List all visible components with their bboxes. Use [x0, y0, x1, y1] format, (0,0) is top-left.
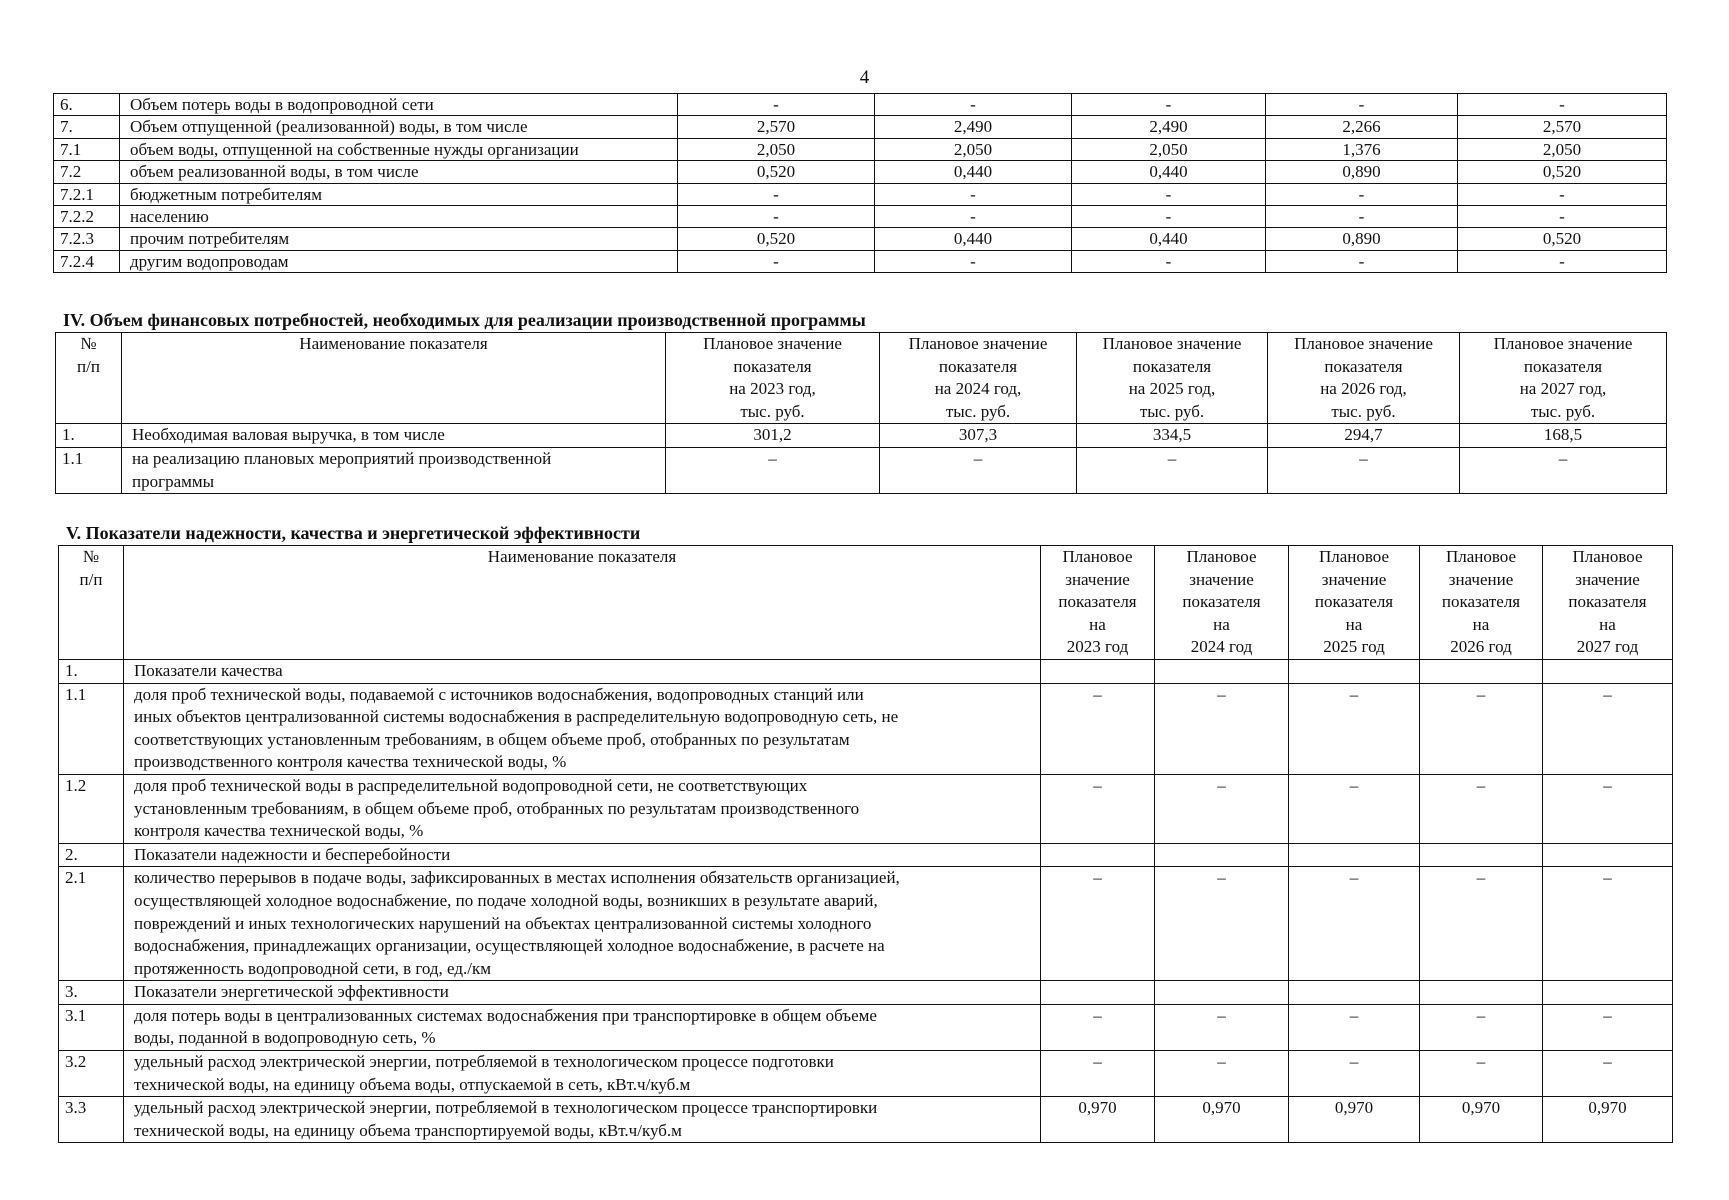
table-row [59, 659, 1673, 683]
value-cell: 334,5 [1077, 424, 1268, 448]
value-cell: 0,970 [1543, 1097, 1673, 1143]
value-cell: – [1289, 1051, 1420, 1097]
row-number: 1.2 [59, 774, 124, 843]
header-year-2023: Плановое значение показателя на 2023 год [1041, 546, 1155, 660]
value-cell: 2,570 [1458, 116, 1667, 138]
value-cell: 0,890 [1266, 228, 1458, 250]
value-cell: – [1543, 1051, 1673, 1097]
value-cell: – [1155, 683, 1289, 774]
value-cell: 294,7 [1268, 424, 1460, 448]
value-cell: 168,5 [1460, 424, 1667, 448]
indicator-name: объем реализованной воды, в том числе [120, 161, 678, 183]
value-cell: – [1420, 1051, 1543, 1097]
row-number: 7.2 [54, 161, 120, 183]
table-row [59, 843, 1673, 867]
value-cell: 0,440 [875, 161, 1072, 183]
row-number: 2.1 [59, 867, 124, 981]
value-cell: - [1072, 250, 1266, 272]
value-cell: - [875, 205, 1072, 227]
indicator-name: Объем отпущенной (реализованной) воды, в том числе [120, 116, 678, 138]
value-cell [1155, 981, 1289, 1005]
indicator-name: удельный расход электрической энергии, потребляемой в технологическом процессе подготовки технической воды, на единицу объема воды, отпускаемой в сеть, кВт.ч/куб.м [124, 1051, 1041, 1097]
row-number: 7.2.4 [54, 250, 120, 272]
value-cell: 0,440 [1072, 228, 1266, 250]
value-cell [1543, 981, 1673, 1005]
row-number: 7.2.1 [54, 183, 120, 205]
value-cell [1289, 981, 1420, 1005]
value-cell: 0,440 [1072, 161, 1266, 183]
value-cell: 0,520 [678, 228, 875, 250]
value-cell: – [1077, 448, 1268, 494]
value-cell: – [1155, 867, 1289, 981]
row-number: 3.3 [59, 1097, 124, 1143]
value-cell [1041, 843, 1155, 867]
value-cell: – [1543, 1004, 1673, 1050]
row-number: 7.1 [54, 138, 120, 160]
value-cell: – [1041, 774, 1155, 843]
value-cell: - [1072, 94, 1266, 116]
table-row [59, 981, 1673, 1005]
value-cell: 0,520 [678, 161, 875, 183]
indicator-name: Объем потерь воды в водопроводной сети [120, 94, 678, 116]
row-number: 2. [59, 843, 124, 867]
table-row [56, 424, 1667, 448]
table-row [54, 94, 1667, 116]
row-number: 1. [59, 659, 124, 683]
value-cell: - [875, 250, 1072, 272]
value-cell: – [1155, 1004, 1289, 1050]
value-cell [1543, 843, 1673, 867]
table-row [59, 1051, 1673, 1097]
value-cell: – [1420, 683, 1543, 774]
value-cell: 0,970 [1420, 1097, 1543, 1143]
indicator-name: доля проб технической воды, подаваемой с источников водоснабжения, водопроводных станций или иных объектов централизованной системы водоснабжения в распределительную водопроводную сеть, не соответствующих установленным требованиям, в общем объеме проб, отобранных по результатам производственного контроля качества технической воды, % [124, 683, 1041, 774]
value-cell: - [678, 250, 875, 272]
value-cell: - [875, 94, 1072, 116]
value-cell: – [1289, 774, 1420, 843]
indicator-name: доля потерь воды в централизованных системах водоснабжения при транспортировке в общем объеме воды, поданной в водопроводную сеть, % [124, 1004, 1041, 1050]
header-year-2027: Плановое значение показателя на 2027 год [1543, 546, 1673, 660]
value-cell: 0,970 [1155, 1097, 1289, 1143]
value-cell: – [1289, 1004, 1420, 1050]
water-volume-table [53, 93, 1667, 273]
header-year-2026: Плановое значение показателя на 2026 год, тыс. руб. [1268, 333, 1460, 424]
value-cell: 2,050 [875, 138, 1072, 160]
table-header-row [56, 333, 1667, 424]
value-cell: - [1458, 94, 1667, 116]
table-row [54, 228, 1667, 250]
value-cell: - [1266, 183, 1458, 205]
row-number: 1. [56, 424, 122, 448]
header-name: Наименование показателя [122, 333, 666, 424]
value-cell [1289, 659, 1420, 683]
table-row [59, 774, 1673, 843]
header-year-2027: Плановое значение показателя на 2027 год, тыс. руб. [1460, 333, 1667, 424]
table-row [54, 161, 1667, 183]
value-cell: - [678, 183, 875, 205]
value-cell: – [1268, 448, 1460, 494]
reliability-quality-table [58, 545, 1673, 1143]
value-cell [1289, 843, 1420, 867]
value-cell: – [1460, 448, 1667, 494]
value-cell: – [1041, 683, 1155, 774]
row-number: 7.2.3 [54, 228, 120, 250]
indicator-name: объем воды, отпущенной на собственные нужды организации [120, 138, 678, 160]
indicator-name: Показатели энергетической эффективности [124, 981, 1041, 1005]
indicator-name: на реализацию плановых мероприятий производственной программы [122, 448, 666, 494]
value-cell: - [678, 94, 875, 116]
value-cell [1420, 981, 1543, 1005]
value-cell: 0,520 [1458, 161, 1667, 183]
value-cell: 307,3 [880, 424, 1077, 448]
header-year-2024: Плановое значение показателя на 2024 год [1155, 546, 1289, 660]
value-cell: 1,376 [1266, 138, 1458, 160]
value-cell: - [1072, 205, 1266, 227]
value-cell: - [1266, 94, 1458, 116]
indicator-name: Показатели качества [124, 659, 1041, 683]
row-number: 3.1 [59, 1004, 124, 1050]
value-cell: – [1155, 774, 1289, 843]
value-cell: – [1543, 774, 1673, 843]
value-cell: – [1155, 1051, 1289, 1097]
indicator-name: бюджетным потребителям [120, 183, 678, 205]
table-row [59, 1097, 1673, 1143]
value-cell: 2,490 [1072, 116, 1266, 138]
value-cell [1420, 843, 1543, 867]
value-cell: – [1289, 683, 1420, 774]
header-num: № п/п [56, 333, 122, 424]
value-cell: - [1458, 250, 1667, 272]
value-cell: – [1420, 774, 1543, 843]
indicator-name: Показатели надежности и бесперебойности [124, 843, 1041, 867]
value-cell: 0,890 [1266, 161, 1458, 183]
value-cell [1155, 659, 1289, 683]
row-number: 3. [59, 981, 124, 1005]
header-year-2026: Плановое значение показателя на 2026 год [1420, 546, 1543, 660]
value-cell: – [1289, 867, 1420, 981]
row-number: 1.1 [59, 683, 124, 774]
table-row [54, 250, 1667, 272]
indicator-name: другим водопроводам [120, 250, 678, 272]
indicator-name: населению [120, 205, 678, 227]
indicator-name: доля проб технической воды в распределительной водопроводной сети, не соответствующих установленным требованиям, в общем объеме проб, отобранных по результатам производственного контроля качества технической воды, % [124, 774, 1041, 843]
table-row [54, 205, 1667, 227]
value-cell: - [1072, 183, 1266, 205]
value-cell [1155, 843, 1289, 867]
value-cell: 2,570 [678, 116, 875, 138]
value-cell [1543, 659, 1673, 683]
indicator-name: количество перерывов в подаче воды, зафиксированных в местах исполнения обязательств организацией, осуществляющей холодное водоснабжение, по подаче холодной воды, возникших в результате аварий, повреждений и иных технологических нарушений на объектах централизованной системы холодного водоснабжения, принадлежащих организации, осуществляющей холодное водоснабжение, в расчете на протяженность водопроводной сети, в год, ед./км [124, 867, 1041, 981]
value-cell: – [1543, 683, 1673, 774]
row-number: 6. [54, 94, 120, 116]
row-number: 1.1 [56, 448, 122, 494]
page-number: 4 [859, 67, 870, 88]
table-row [59, 1004, 1673, 1050]
indicator-name: удельный расход электрической энергии, потребляемой в технологическом процессе транспортировки технической воды, на единицу объема транспортируемой воды, кВт.ч/куб.м [124, 1097, 1041, 1143]
value-cell: 301,2 [666, 424, 880, 448]
value-cell: 2,266 [1266, 116, 1458, 138]
section-5-title: V. Показатели надежности, качества и энергетической эффективности [66, 523, 641, 543]
value-cell: – [1041, 1004, 1155, 1050]
table-header-row [59, 546, 1673, 660]
value-cell: – [1420, 1004, 1543, 1050]
header-num: № п/п [59, 546, 124, 660]
value-cell: - [875, 183, 1072, 205]
value-cell: 2,050 [678, 138, 875, 160]
table-row [54, 116, 1667, 138]
header-year-2023: Плановое значение показателя на 2023 год, тыс. руб. [666, 333, 880, 424]
value-cell: - [1266, 250, 1458, 272]
value-cell: – [1041, 1051, 1155, 1097]
value-cell [1041, 981, 1155, 1005]
row-number: 7. [54, 116, 120, 138]
financial-needs-table [55, 332, 1667, 494]
header-name: Наименование показателя [124, 546, 1041, 660]
row-number: 3.2 [59, 1051, 124, 1097]
value-cell: - [1458, 183, 1667, 205]
value-cell: 2,050 [1072, 138, 1266, 160]
value-cell: 2,490 [875, 116, 1072, 138]
value-cell: – [1420, 867, 1543, 981]
table-row [59, 683, 1673, 774]
value-cell: 0,520 [1458, 228, 1667, 250]
value-cell: 2,050 [1458, 138, 1667, 160]
value-cell: – [1041, 867, 1155, 981]
value-cell: – [666, 448, 880, 494]
value-cell: – [1543, 867, 1673, 981]
table-row [59, 867, 1673, 981]
row-number: 7.2.2 [54, 205, 120, 227]
value-cell [1041, 659, 1155, 683]
value-cell: 0,970 [1041, 1097, 1155, 1143]
value-cell: – [880, 448, 1077, 494]
table-row [56, 448, 1667, 494]
indicator-name: Необходимая валовая выручка, в том числе [122, 424, 666, 448]
table-row [54, 138, 1667, 160]
value-cell: - [678, 205, 875, 227]
value-cell: 0,440 [875, 228, 1072, 250]
indicator-name: прочим потребителям [120, 228, 678, 250]
header-year-2025: Плановое значение показателя на 2025 год [1289, 546, 1420, 660]
section-4-title: IV. Объем финансовых потребностей, необходимых для реализации производственной программы [63, 310, 866, 330]
value-cell [1420, 659, 1543, 683]
value-cell: - [1458, 205, 1667, 227]
header-year-2024: Плановое значение показателя на 2024 год, тыс. руб. [880, 333, 1077, 424]
value-cell: 0,970 [1289, 1097, 1420, 1143]
value-cell: - [1266, 205, 1458, 227]
header-year-2025: Плановое значение показателя на 2025 год, тыс. руб. [1077, 333, 1268, 424]
table-row [54, 183, 1667, 205]
